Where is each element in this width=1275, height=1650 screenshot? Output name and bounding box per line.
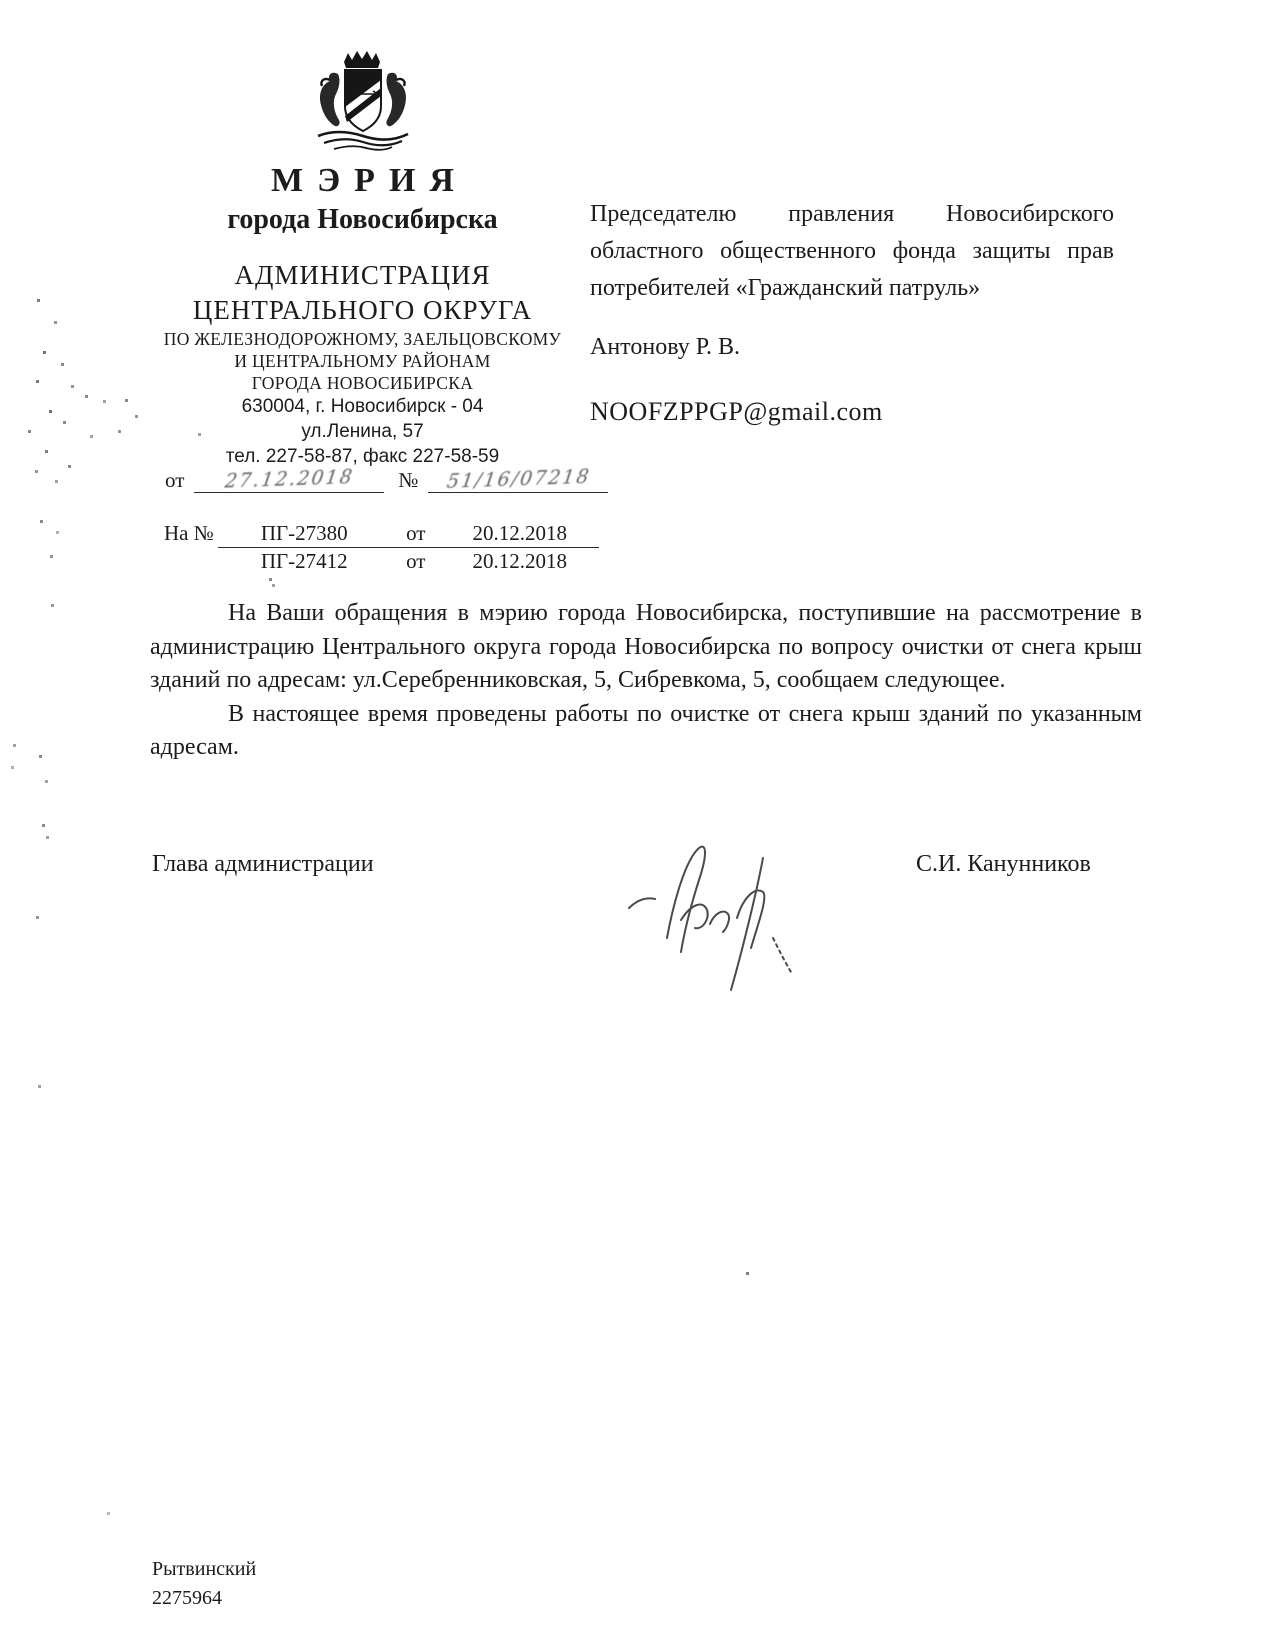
body-paragraph-1: На Ваши обращения в мэрию города Новосибирска, поступившие на рассмотрение в администрацию Центрального округа города Новосибирска по вопросу очистки от снега крыш зданий по адресам: ул.Серебренниковская, 5, Сибревкома, 5, сообщаем следующее.: [150, 600, 1142, 693]
signer-position-title: Глава администрации: [152, 851, 374, 877]
recipient-name: Антонову Р. В.: [590, 334, 741, 360]
letterhead: [140, 50, 585, 469]
admin-name-line1: АДМИНИСТРАЦИЯ: [234, 260, 491, 290]
outgoing-reference-row: [165, 466, 608, 493]
executor-phone: 2275964: [152, 1587, 222, 1609]
from-label: от: [165, 468, 185, 492]
body-paragraph-2: В настоящее время проведены работы по очистке от снега крыш зданий по указанным адресам.: [150, 700, 1142, 760]
scan-noise-speckles: [0, 0, 1, 1]
executor-block: [152, 1555, 256, 1613]
incoming-number: ПГ-27412: [260, 549, 348, 573]
incoming-date: 20.12.2018: [441, 520, 599, 548]
districts-line1: ПО ЖЕЛЕЗНОДОРОЖНОМУ, ЗАЕЛЬЦОВСКОМУ: [163, 329, 562, 349]
org-title: МЭРИЯ: [271, 162, 468, 199]
org-subtitle: города Новосибирска: [227, 204, 498, 235]
handwritten-signature-icon: [615, 820, 805, 995]
incoming-from-label: от: [391, 520, 441, 548]
districts-line3: ГОРОДА НОВОСИБИРСКА: [251, 373, 474, 393]
signer-name: С.И. Канунников: [916, 851, 1091, 877]
handwritten-date: 27.12.2018: [223, 465, 356, 493]
recipient-block: [590, 196, 1114, 427]
admin-name-line2: ЦЕНТРАЛЬНОГО ОКРУГА: [192, 295, 533, 325]
executor-name: Рытвинский: [152, 1558, 257, 1580]
incoming-from-label: от: [406, 549, 426, 573]
incoming-date: 20.12.2018: [472, 549, 568, 573]
recipient-address: Председателю правления Новосибирского областного общественного фонда защиты прав потребителей «Гражданский патруль»: [590, 201, 1114, 301]
letter-body: [150, 597, 1142, 765]
handwritten-number: 51/16/07218: [445, 465, 592, 493]
incoming-ref-row: [160, 548, 599, 576]
contacts-line: тел. 227-58-87, факс 227-58-59: [225, 446, 500, 467]
recipient-email: NOOFZPPGP@gmail.com: [590, 397, 883, 426]
incoming-number: ПГ-27380: [218, 520, 391, 548]
novosibirsk-coat-of-arms-icon: [294, 50, 432, 154]
number-label: №: [398, 468, 419, 492]
postal-address-line2: ул.Ленина, 57: [301, 421, 424, 442]
incoming-reference-block: [160, 520, 599, 575]
districts-line2: И ЦЕНТРАЛЬНОМУ РАЙОНАМ: [234, 351, 491, 371]
reply-label: На №: [164, 521, 214, 546]
incoming-ref-row: [160, 520, 599, 548]
postal-address-line1: 630004, г. Новосибирск - 04: [241, 396, 484, 417]
